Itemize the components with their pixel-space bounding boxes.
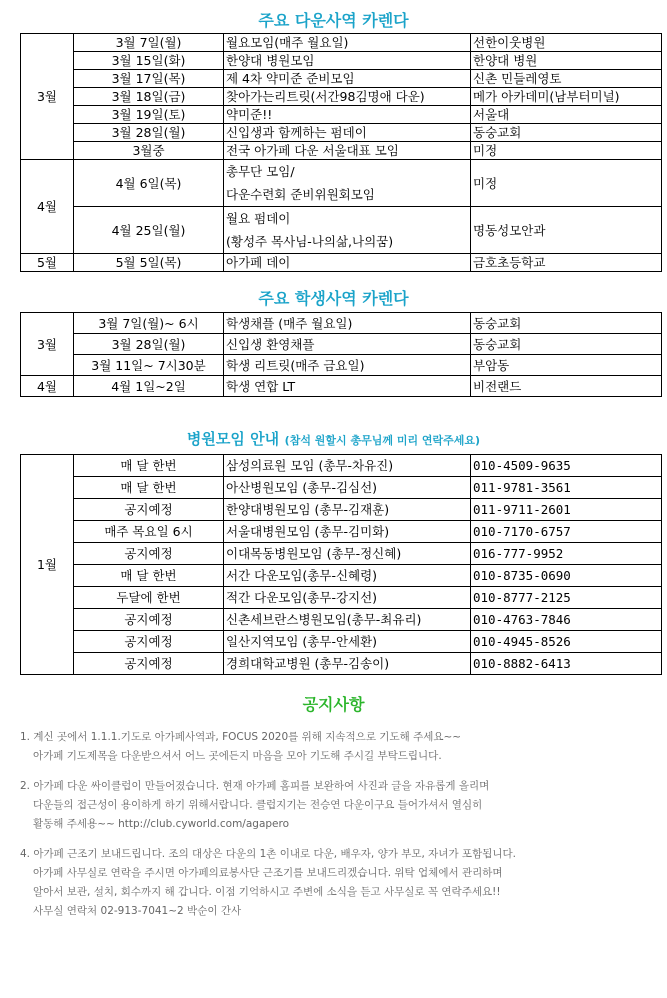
calendar-row (21, 124, 662, 142)
place-cell: 금호초등학교 (471, 254, 662, 272)
event-cell (224, 34, 471, 52)
event-line: 아산병원모임 (총무-김심선) (226, 480, 378, 495)
event-cell (224, 521, 471, 543)
event-cell (224, 313, 471, 334)
event-cell (224, 631, 471, 653)
calendar-row (21, 88, 662, 106)
notice-line: 아가페 사무실로 연락을 주시면 아가페의료봉사단 근조기를 보내드리겠습니다. 위탁 업체에서 관리하며 (33, 867, 503, 879)
event-line: 서간 다운모임(총무-신혜령) (226, 568, 378, 583)
event-line: (황성주 목사님-나의삶,나의꿈) (226, 234, 394, 249)
event-line: 다운수련회 준비위원회모임 (226, 187, 375, 202)
place-cell: 비전랜드 (471, 376, 662, 397)
event-cell (224, 653, 471, 675)
event-cell (224, 334, 471, 355)
place-cell: 동숭교회 (471, 124, 662, 142)
notice-item (20, 728, 640, 766)
event-cell (224, 160, 471, 207)
calendar-row (21, 160, 662, 207)
date-cell: 4월 25일(월) (74, 207, 224, 254)
event-cell (224, 207, 471, 254)
calendar-row (21, 499, 662, 521)
date-cell: 3월중 (74, 142, 224, 160)
event-line: 학생채플 (매주 월요일) (226, 315, 353, 331)
notice-item (20, 777, 640, 834)
notice-line: 1. 계신 곳에서 1.1.1.기도로 아가페사역과, FOCUS 2020를 위해 지속적으로 기도해 주세요~~ (20, 731, 462, 743)
place-cell: 동숭교회 (471, 313, 662, 334)
date-cell: 매주 목요일 6시 (74, 521, 224, 543)
notices-list (20, 728, 640, 932)
place-cell: 010-7170-6757 (471, 521, 662, 543)
event-cell (224, 254, 471, 272)
place-cell: 011-9781-3561 (471, 477, 662, 499)
date-cell: 3월 18일(금) (74, 88, 224, 106)
notice-line: 4. 아가페 근조기 보내드립니다. 조의 대상은 다운의 1촌 이내로 다운, 배우자, 양가 부모, 자녀가 포함됩니다. (20, 848, 516, 860)
event-cell (224, 88, 471, 106)
place-cell: 신촌 민들레영토 (471, 70, 662, 88)
notice-line: 2. 아가페 다운 싸이클럽이 만들어졌습니다. 현재 아가페 홈피를 보완하여 사진과 글을 자유롭게 올리며 (20, 780, 490, 792)
event-line: 적간 다운모임(총무-강지선) (226, 590, 378, 605)
event-line: 학생 연합 LT (226, 378, 296, 394)
calendar-row (21, 334, 662, 355)
event-line: 경희대학교병원 (총무-김송이) (226, 656, 390, 671)
place-cell: 010-4945-8526 (471, 631, 662, 653)
calendar-row (21, 207, 662, 254)
place-cell: 010-8777-2125 (471, 587, 662, 609)
event-cell (224, 106, 471, 124)
place-cell: 서울대 (471, 106, 662, 124)
event-line: 제 4차 약미준 준비모임 (226, 71, 355, 86)
place-cell: 부암동 (471, 355, 662, 376)
event-cell (224, 52, 471, 70)
date-cell: 4월 1일~2일 (74, 376, 224, 397)
calendar-row (21, 106, 662, 124)
calendar-row (21, 477, 662, 499)
event-line: 신촌세브란스병원모임(총무-최유리) (226, 612, 422, 627)
calendar-row (21, 543, 662, 565)
calendar-row (21, 70, 662, 88)
date-cell: 매 달 한번 (74, 565, 224, 587)
event-cell (224, 376, 471, 397)
date-cell: 4월 6일(목) (74, 160, 224, 207)
month-cell: 1월 (21, 455, 74, 675)
calendar-row (21, 52, 662, 70)
event-line: 전국 아가페 다운 서울대표 모임 (226, 143, 399, 158)
notice-line: 아가페 기도제목을 다운받으셔서 어느 곳에든지 마음을 모아 기도해 주시길 부탁드립니다. (33, 750, 442, 762)
date-cell: 3월 11일~ 7시30분 (74, 355, 224, 376)
calendar-row (21, 587, 662, 609)
event-cell (224, 543, 471, 565)
event-line: 한양대 병원모임 (226, 53, 315, 68)
event-cell (224, 70, 471, 88)
date-cell: 두달에 한번 (74, 587, 224, 609)
place-cell: 명동성모안과 (471, 207, 662, 254)
calendar-row (21, 376, 662, 397)
date-cell: 매 달 한번 (74, 455, 224, 477)
calendar-row (21, 521, 662, 543)
event-line: 신입생과 함께하는 펌데이 (226, 125, 367, 140)
event-line: 아가페 데이 (226, 255, 291, 270)
event-line: 월요 펌데이 (226, 211, 291, 226)
hospital-meeting-table (20, 454, 662, 675)
event-line: 신입생 환영채플 (226, 336, 315, 352)
place-cell: 미정 (471, 142, 662, 160)
event-cell (224, 565, 471, 587)
place-cell: 016-777-9952 (471, 543, 662, 565)
event-line: 학생 리트릿(매주 금요일) (226, 357, 365, 373)
notices-title: 공지사항 (302, 695, 365, 714)
calendar-row (21, 565, 662, 587)
calendar-row (21, 355, 662, 376)
month-cell: 3월 (21, 34, 74, 160)
downtown-calendar-title: 주요 다운사역 카렌다 (258, 11, 409, 30)
notice-line: 알아서 보관, 설치, 회수까지 해 갑니다. 이점 기억하시고 주변에 소식을 듣고 사무실로 꼭 연락주세요!! (33, 886, 501, 898)
notice-line: 활동해 주세용~~ http://club.cyworld.com/agapero (33, 818, 290, 830)
event-line: 약미준!! (226, 107, 273, 122)
date-cell: 3월 17일(목) (74, 70, 224, 88)
date-cell: 3월 15일(화) (74, 52, 224, 70)
student-calendar-table (20, 312, 662, 397)
place-cell: 010-8882-6413 (471, 653, 662, 675)
event-line: 서울대병원모임 (총무-김미화) (226, 524, 390, 539)
event-line: 일산지역모임 (총무-안세환) (226, 634, 378, 649)
notice-item (20, 845, 640, 921)
calendar-row (21, 609, 662, 631)
event-line: 월요모임(매주 월요일) (226, 35, 349, 50)
event-cell (224, 142, 471, 160)
event-cell (224, 609, 471, 631)
event-line: 이대목동병원모임 (총무-정신혜) (226, 546, 402, 561)
date-cell: 공지예정 (74, 499, 224, 521)
calendar-row (21, 313, 662, 334)
date-cell: 공지예정 (74, 543, 224, 565)
place-cell: 메가 아카데미(남부터미널) (471, 88, 662, 106)
event-line: 총무단 모임/ (226, 164, 295, 179)
event-cell (224, 477, 471, 499)
month-cell: 4월 (21, 160, 74, 254)
place-cell: 미정 (471, 160, 662, 207)
month-cell: 3월 (21, 313, 74, 376)
date-cell: 3월 7일(월) (74, 34, 224, 52)
date-cell: 매 달 한번 (74, 477, 224, 499)
hospital-title-note: (참석 원할시 총무님께 미리 연락주세요) (284, 434, 481, 447)
place-cell: 011-9711-2601 (471, 499, 662, 521)
place-cell: 010-4509-9635 (471, 455, 662, 477)
place-cell: 선한이웃병원 (471, 34, 662, 52)
calendar-row (21, 455, 662, 477)
notice-line: 사무실 연락처 02-913-7041~2 박순이 간사 (33, 905, 242, 917)
place-cell: 010-4763-7846 (471, 609, 662, 631)
event-cell (224, 124, 471, 142)
event-line: 한양대병원모임 (총무-김재훈) (226, 502, 390, 517)
month-cell: 4월 (21, 376, 74, 397)
hospital-title-main: 병원모임 안내 (186, 430, 280, 448)
hospital-meeting-title (0, 428, 667, 449)
calendar-row (21, 142, 662, 160)
event-cell (224, 499, 471, 521)
downtown-calendar-table (20, 33, 662, 272)
date-cell: 공지예정 (74, 609, 224, 631)
calendar-row (21, 34, 662, 52)
date-cell: 5월 5일(목) (74, 254, 224, 272)
date-cell: 공지예정 (74, 653, 224, 675)
place-cell: 010-8735-0690 (471, 565, 662, 587)
event-line: 삼성의료원 모임 (총무-차유진) (226, 458, 394, 473)
date-cell: 3월 19일(토) (74, 106, 224, 124)
event-line: 찾아가는리트릿(서간98김명애 다운) (226, 89, 425, 104)
date-cell: 공지예정 (74, 631, 224, 653)
student-calendar-title: 주요 학생사역 카렌다 (258, 289, 409, 308)
event-cell (224, 587, 471, 609)
place-cell: 한양대 병원 (471, 52, 662, 70)
date-cell: 3월 28일(월) (74, 124, 224, 142)
month-cell: 5월 (21, 254, 74, 272)
event-cell (224, 355, 471, 376)
calendar-row (21, 653, 662, 675)
date-cell: 3월 28일(월) (74, 334, 224, 355)
event-cell (224, 455, 471, 477)
calendar-row (21, 631, 662, 653)
notice-line: 다운들의 접근성이 용이하게 하기 위해서랍니다. 클럽지기는 전승연 다운이구요 들어가셔서 열심히 (33, 799, 483, 811)
date-cell: 3월 7일(월)~ 6시 (74, 313, 224, 334)
place-cell: 동숭교회 (471, 334, 662, 355)
calendar-row (21, 254, 662, 272)
